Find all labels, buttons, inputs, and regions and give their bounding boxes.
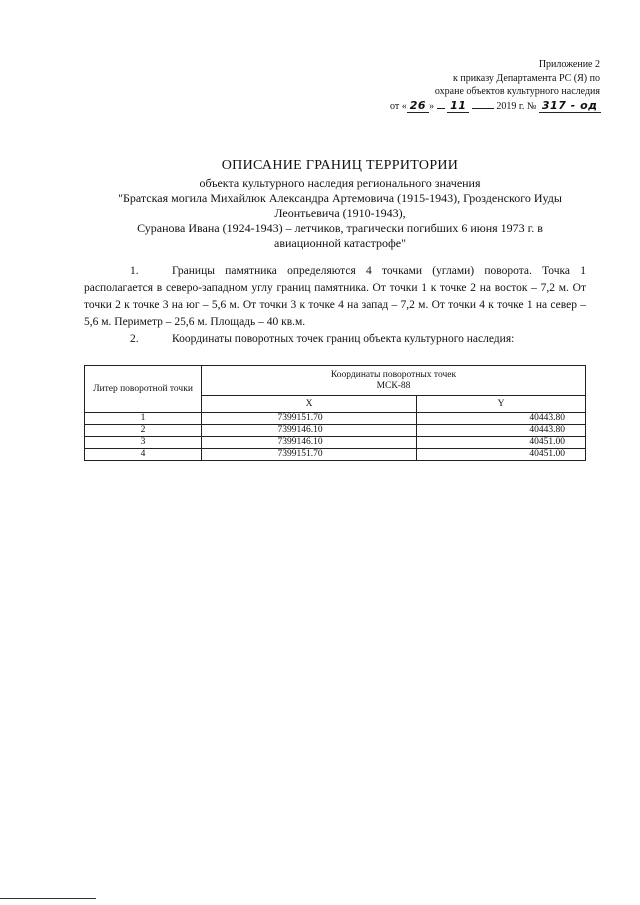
x-coordinate-cell: 7399146.10 xyxy=(202,425,417,437)
heading-line-5: авиационной катастрофе" xyxy=(274,236,406,250)
paragraph-2-number: 2. xyxy=(130,333,139,345)
x-column-header: X xyxy=(202,396,417,413)
paragraph-1 xyxy=(84,263,586,331)
date-quote: » xyxy=(429,100,435,112)
y-coordinate-cell: 40443.80 xyxy=(417,425,586,437)
coordinates-header-title: Координаты поворотных точек xyxy=(330,369,457,380)
appendix-department: охране объектов культурного наследия xyxy=(434,86,600,97)
handwritten-month: 11 xyxy=(447,99,469,113)
coordinate-system-label: МСК-88 xyxy=(376,380,411,391)
point-letter-cell: 2 xyxy=(85,425,202,437)
document-body xyxy=(84,263,586,348)
date-prefix: от « xyxy=(390,100,407,112)
x-coordinate-cell: 7399151.70 xyxy=(202,449,417,461)
table-row xyxy=(85,425,586,437)
day-underline xyxy=(437,108,445,109)
point-letter-cell: 1 xyxy=(85,413,202,425)
handwritten-order-number: 317 - од xyxy=(539,99,601,113)
paragraph-2-text: Координаты поворотных точек границ объекта культурного наследия: xyxy=(172,333,515,345)
y-column-header: Y xyxy=(417,396,586,413)
table-row xyxy=(85,413,586,425)
paragraph-1-text: Границы памятника определяются 4 точками (углами) поворота. Точка 1 располагается в северо-западном углу границ памятника. От точки 1 к точке 2 на восток – 7,2 м. От точки 2 к точке 3 на юг – 5,6 м. От точки 3 к точке 4 на запад – 7,2 м. От точки 4 к точке 1 на север – 5,6 м. Периметр – 25,6 м. Площадь – 40 кв.м. xyxy=(84,265,586,328)
paragraph-1-number: 1. xyxy=(130,265,139,277)
x-coordinate-cell: 7399151.70 xyxy=(202,413,417,425)
appendix-block xyxy=(390,58,600,113)
y-coordinate-cell: 40443.80 xyxy=(417,413,586,425)
coordinates-header xyxy=(202,366,586,396)
table-row xyxy=(85,449,586,461)
document-title: ОПИСАНИЕ ГРАНИЦ ТЕРРИТОРИИ xyxy=(221,158,459,173)
coordinates-table xyxy=(84,365,586,461)
page-edge-line xyxy=(0,898,96,899)
heading-line-1: объекта культурного наследия регионального значения xyxy=(199,176,481,190)
appendix-title: Приложение 2 xyxy=(538,59,600,70)
y-coordinate-cell: 40451.00 xyxy=(417,437,586,449)
year-text: 2019 г. № xyxy=(496,100,537,112)
paragraph-2 xyxy=(84,331,586,348)
x-coordinate-cell: 7399146.10 xyxy=(202,437,417,449)
y-coordinate-cell: 40451.00 xyxy=(417,449,586,461)
appendix-date-number xyxy=(390,99,600,114)
table-row xyxy=(85,437,586,449)
point-letter-header: Литер поворотной точки xyxy=(85,366,202,413)
point-letter-cell: 4 xyxy=(85,449,202,461)
appendix-order-ref: к приказу Департамента РС (Я) по xyxy=(452,72,600,84)
point-letter-cell: 3 xyxy=(85,437,202,449)
handwritten-day: 26 xyxy=(407,99,429,113)
heading-line-4: Суранова Ивана (1924-1943) – летчиков, трагически погибших 6 июня 1973 г. в xyxy=(137,221,543,235)
heading-line-3: Леонтьевича (1910-1943), xyxy=(274,206,406,220)
heading-line-2: "Братская могила Михайлюк Александра Артемовича (1915-1943), Грозденского Иуды xyxy=(118,191,562,205)
document-heading xyxy=(70,158,610,251)
month-underline xyxy=(472,108,494,109)
